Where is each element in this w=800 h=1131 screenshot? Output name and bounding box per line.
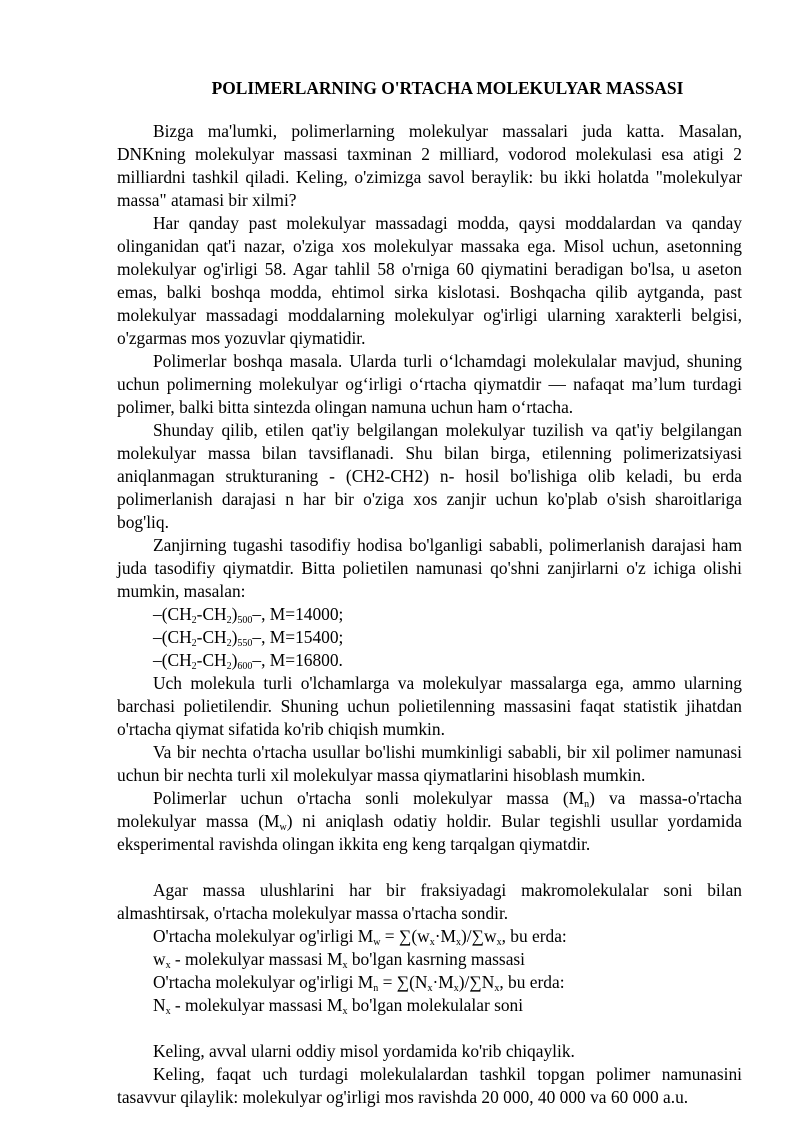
paragraph-sample-example: Keling, faqat uch turdagi molekulalardan tashkil topgan polimer namunasini tasavvur qilaylik: molekulyar og'irligi mos ravishda 20 000, 40 000 va 60 000 a.u. xyxy=(117,1064,742,1107)
document-body xyxy=(117,120,742,1109)
paragraph-intro: Bizga ma'lumki, polimerlarning molekulyar massalari juda katta. Masalan, DNKning molekulyar massasi taxminan 2 milliard, vodorod molekulasi esa atigi 2 milliardni tashkil qiladi. Keling, o'zimizga savol beraylik: bu ikki holatda "molekulyar massa" atamasi bir xilmi? xyxy=(117,121,742,210)
formula-wx-definition: $w_x$ - molekulyar massasi $M_x$ bo'lgan kasrning massasi xyxy=(153,949,526,971)
formula-mw: O'rtacha molekulyar og'irligi $M_w = \sum(w_x\cdot M_x)/\sum w_x$, bu erda: xyxy=(153,926,567,948)
paragraph-mn-mw: Polimerlar uchun o'rtacha sonli molekulyar massa $(M_n)$ va massa-o'rtacha molekulyar massa $(M_w)$ ni aniqlash odatiy holdir. Bular tegishli usullar yordamida eksperimental ravishda olingan ikkita eng keng tarqalgan qiymatdir. xyxy=(117,788,743,854)
page-title: POLIMERLARNING O'RTACHA MOLEKULYAR MASSASI xyxy=(211,78,684,98)
paragraph-polymers: Polimerlar boshqa masala. Ularda turli oʻlchamdagi molekulalar mavjud, shuning uchun polimerning molekulyar ogʻirligi oʻrtacha qiymatdir — nafaqat maʼlum turdagi polimer, balki bitta sintezda olingan namuna uchun ham oʻrtacha. xyxy=(117,351,742,417)
paragraph-averaging-methods: Va bir nechta o'rtacha usullar bo'lishi mumkinligi sababli, bir xil polimer namunasi uchun bir nechta turli xil molekulyar massa qiymatlarini hisoblash mumkin. xyxy=(117,742,742,785)
chain-formula-1: $-(CH_2-CH_2)_{500}-$, M=14000; xyxy=(153,604,344,626)
blank-line xyxy=(117,1017,742,1040)
blank-line xyxy=(117,856,742,879)
paragraph-three-molecules: Uch molekula turli o'lchamlarga va molekulyar massalarga ega, ammo ularning barchasi polietilendir. Shuning uchun polietilenning massasini faqat statistik jihatdan o'rtacha qiymat sifatida ko'rib chiqish mumkin. xyxy=(117,673,742,739)
formula-mn: O'rtacha molekulyar og'irligi $M_n = \sum(N_x\cdot M_x)/\sum N_x$, bu erda: xyxy=(153,972,565,994)
formula-nx-definition: $N_x$ - molekulyar massasi $M_x$ bo'lgan molekulalar soni xyxy=(153,995,524,1017)
paragraph-chain-termination: Zanjirning tugashi tasodifiy hodisa bo'lganligi sababli, polimerlanish darajasi ham juda tasodifiy qiymatdir. Bitta polietilen namunasi qo'shni zanjirlarni o'z ichiga olishi mumkin, masalan: xyxy=(117,535,742,601)
paragraph-mass-fractions: Agar massa ulushlarini har bir fraksiyadagi makromolekulalar soni bilan almashtirsak, o'rtacha molekulyar massa o'rtacha sondir. xyxy=(117,880,742,923)
paragraph-simple-example: Keling, avval ularni oddiy misol yordamida ko'rib chiqaylik. xyxy=(153,1041,575,1061)
paragraph-low-molecular: Har qanday past molekulyar massadagi modda, qaysi moddalardan va qanday olinganidan qat'i nazar, o'ziga xos molekulyar massaka ega. Misol uchun, asetonning molekulyar og'irligi 58. Agar tahlil 58 o'rniga 60 qiymatini beradigan bo'lsa, u aseton emas, balki boshqa modda, ehtimol sirka kislotasi. Boshqacha qilib aytganda, past molekulyar massadagi moddalarning molekulyar og'irligi ularning xarakterli belgisi, o'zgarmas mos yozuvlar qiymatidir. xyxy=(117,213,742,348)
chain-formula-2: $-(CH_2-CH_2)_{550}-$, M=15400; xyxy=(153,627,344,649)
chain-formula-3: $-(CH_2-CH_2)_{600}-$, M=16800. xyxy=(153,650,343,672)
paragraph-ethylene: Shunday qilib, etilen qat'iy belgilangan molekulyar tuzilish va qat'iy belgilangan molekulyar massa bilan tavsiflanadi. Shu bilan birga, etilenning polimerizatsiyasi aniqlanmagan strukturaning - (CH2-CH2) n- hosil bo'lishiga olib keladi, bu erda polimerlanish darajasi n har bir o'ziga xos zanjir uchun ko'plab o'sish sharoitlariga bog'liq. xyxy=(117,420,742,532)
